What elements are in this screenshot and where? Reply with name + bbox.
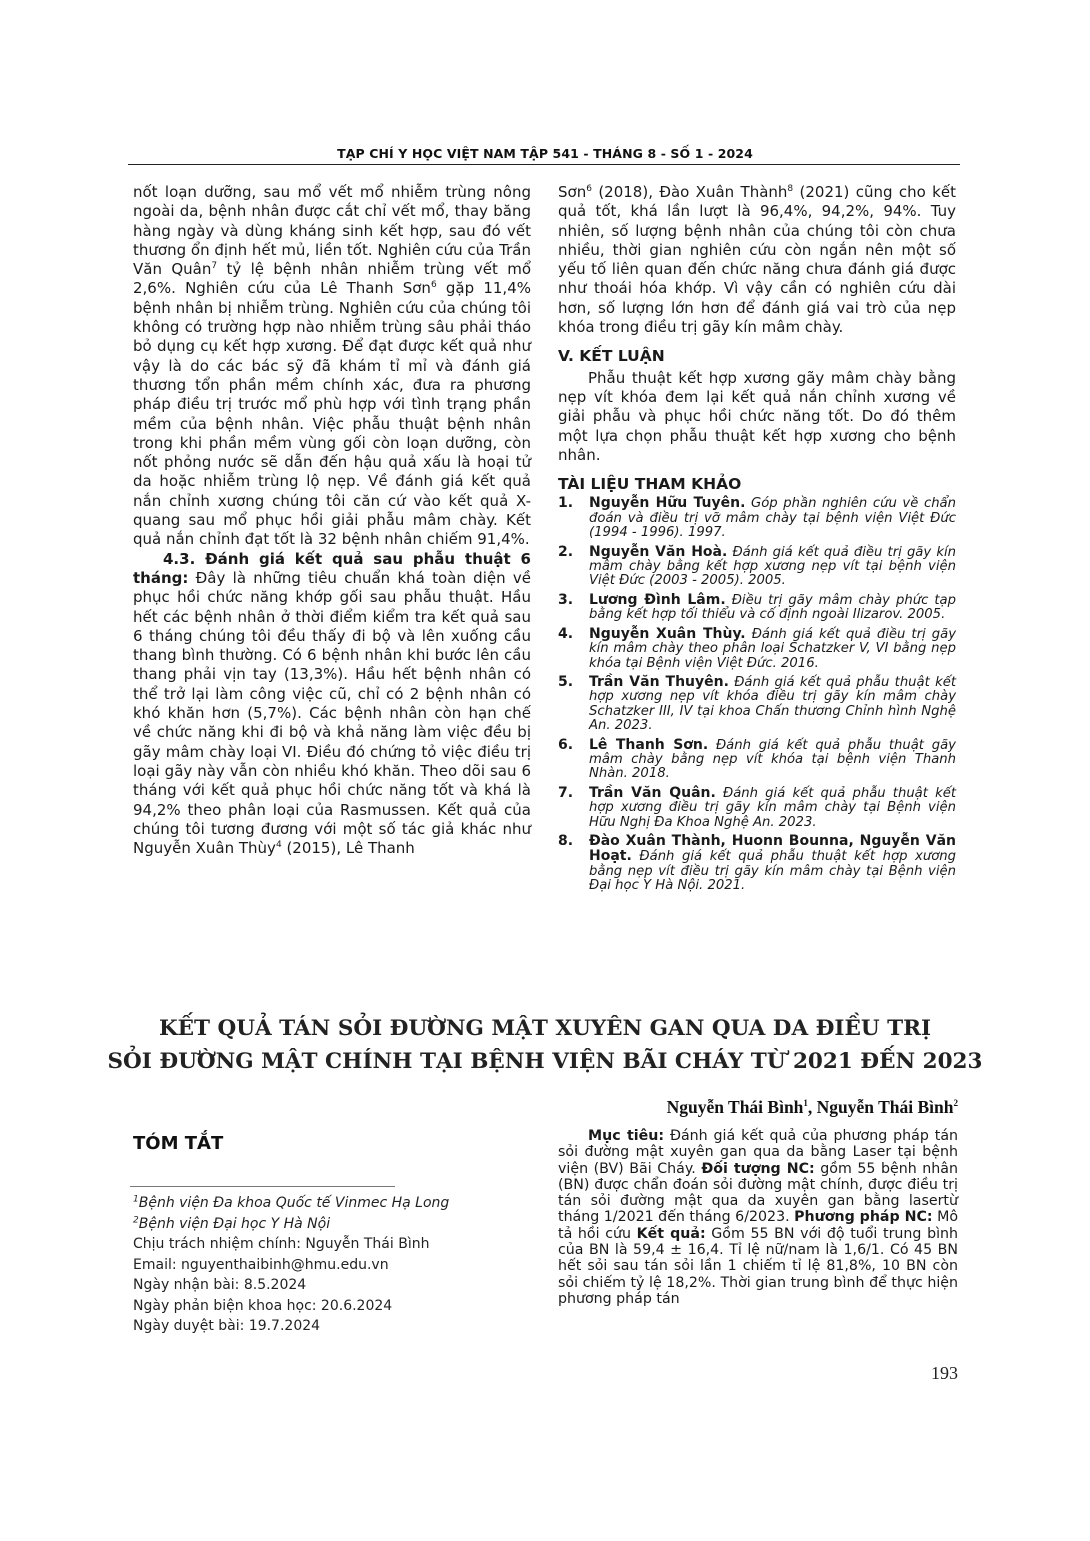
left-column — [133, 183, 531, 858]
conclusion-heading: V. KẾT LUẬN — [558, 347, 665, 366]
article-title-line-1: KẾT QUẢ TÁN SỎI ĐƯỜNG MẬT XUYÊN GAN QUA DA ĐIỀU TRỊ — [158, 1016, 932, 1041]
reference-list — [558, 496, 956, 893]
abstract-paragraph: Mục tiêu: Đánh giá kết quả của phương pháp tán sỏi đường mật xuyên gan qua da bằng Laser tại bệnh viện (BV) Bãi Cháy. Đối tượng NC: gồm 55 bệnh nhân (BN) được chẩn đoán sỏi đường mật chính, được điều trị tán sỏi đường mật qua da xuyên gan bằng lasertừ tháng 1/2021 đến tháng 6/2023. Phương pháp NC: Mô tả hồi cứu Kết quả: Gồm 55 BN với độ tuổi trung bình của BN là 59,4 ± 16,4. Tỉ lệ nữ/nam là 1,6/1. Có 45 BN hết sỏi sau tán sỏi lần 1 chiếm tỉ lệ 81,8%, 10 BN còn sỏi chiếm tỷ lệ 18,2%. Thời gian trung bình để thực hiện phương pháp tán — [558, 1128, 959, 1307]
abstract-body — [558, 1128, 958, 1307]
reference-item: 3. Lương Đình Lâm. Điều trị gãy mâm chày phức tạp bằng kết hợp tối thiểu và cố định ngoài Ilizarov. 2005. — [558, 591, 956, 623]
affiliation-1: $^1$Bệnh viện Đa khoa Quốc tế Vinmec Hạ Long — [133, 1194, 450, 1211]
right-paragraph-continued: Sơn$^6$ (2018), Đào Xuân Thành$^8$ (2021) cũng cho kết quả tốt, khá lần lượt là 96,4%, 94,2%, 94%. Tuy nhiên, số lượng bệnh nhân của chúng tôi còn chưa nhiều, thời gian nghiên cứu còn ngắn nên một số yếu tố liên quan đến chức năng chưa đánh giá được như thoái hóa khớp. Vì vậy cần có nghiên cứu dài hơn, số lượng lớn hơn để đánh giá vai trò của nẹp khóa trong điều trị gãy kín mâm chày. — [558, 183, 956, 337]
email: Email: nguyenthaibinh@hmu.edu.vn — [133, 1256, 389, 1273]
date-reviewed: Ngày phản biện khoa học: 20.6.2024 — [133, 1297, 393, 1314]
footnote-rule — [130, 1186, 395, 1187]
date-received: Ngày nhận bài: 8.5.2024 — [133, 1277, 307, 1293]
reference-item: 1. Nguyễn Hữu Tuyên. Góp phần nghiên cứu về chẩn đoán và điều trị vỡ mâm chày tại bệnh viện Việt Đức (1994 - 1996). 1997. — [558, 495, 957, 541]
reference-item: 2. Nguyễn Văn Hoà. Đánh giá kết quả điều trị gãy kín mâm chày bằng kết hợp xương nẹp vít tại bệnh viện Việt Đức (2003 - 2005). 2005. — [558, 543, 956, 589]
references-heading: TÀI LIỆU THAM KHẢO — [558, 475, 742, 494]
page-number: 193 — [931, 1363, 958, 1383]
corresponding-author: Chịu trách nhiệm chính: Nguyễn Thái Bình — [133, 1236, 430, 1252]
affiliation-2: $^2$Bệnh viện Đại học Y Hà Nội — [133, 1214, 331, 1232]
article-title-line-2: SỎI ĐƯỜNG MẬT CHÍNH TẠI BỆNH VIỆN BÃI CHÁY TỪ 2021 ĐẾN 2023 — [107, 1049, 983, 1074]
reference-item: 4. Nguyễn Xuân Thùy. Đánh giá kết quả điều trị gãy kín mâm chày theo phân loại Schatzker V, VI bằng nẹp khóa tại Bệnh viện Việt Đức. 2016. — [558, 625, 957, 671]
reference-item: 5. Trần Văn Thuyên. Đánh giá kết quả phẫu thuật kết hợp xương nẹp vít khóa điều trị gãy kín mâm chày Schatzker III, IV tại khoa Chấn thương Chỉnh hình Nghệ An. 2023. — [558, 673, 956, 734]
reference-item: 8. Đào Xuân Thành, Huonn Bounna, Nguyễn Văn Hoạt. Đánh giá kết quả phẫu thuật kết hợp xương bằng nẹp vít điều trị gãy kín mâm chày tại Bệnh viện Đại học Y Hà Nội. 2021. — [558, 832, 956, 894]
reference-item: 7. Trần Văn Quân. Đánh giá kết quả phẫu thuật kết hợp xương điều trị gãy kín mâm chày tại Bệnh viện Hữu Nghị Đa Khoa Nghệ An. 2023. — [558, 784, 957, 830]
affiliation-footnotes — [133, 1193, 533, 1337]
header-rule — [128, 164, 960, 165]
conclusion-text: Phẫu thuật kết hợp xương gãy mâm chày bằng nẹp vít khóa đem lại kết quả nắn chỉnh xương về giải phẫu và phục hồi chức năng tốt. Do đó thêm một lựa chọn phẫu thuật kết hợp xương cho bệnh nhân. — [558, 368, 956, 464]
section-4-3-heading: 4.3. Đánh giá kết quả sau phẫu thuật 6 tháng: — [133, 549, 531, 587]
journal-header: TẠP CHÍ Y HỌC VIỆT NAM TẬP 541 - THÁNG 8 - SỐ 1 - 2024 — [337, 146, 753, 161]
abstract-heading: TÓM TẮT — [133, 1133, 224, 1154]
article-authors: Nguyễn Thái Bình$^1$, Nguyễn Thái Bình$^2$ — [666, 1097, 958, 1117]
left-paragraph-1: nốt loạn dưỡng, sau mổ vết mổ nhiễm trùng nông ngoài da, bệnh nhân được cắt chỉ vết mổ, thay băng hàng ngày và dùng kháng sinh kết hợp, sau đó vết thương ổn định hết mủ, liền tốt. Nghiên cứu của Trần Văn Quân$^7$ tỷ lệ bệnh nhân nhiễm trùng vết mổ 2,6%. Nghiên cứu của Lê Thanh Sơn$^6$ gặp 11,4% bệnh nhân bị nhiễm trùng. Nghiên cứu của chúng tôi không có trường hợp nào nhiễm trùng sâu phải tháo bỏ dụng cụ kết hợp xương. Để đạt được kết quả như vậy là do các bác sỹ đã khám tỉ mỉ và đánh giá thương tổn phần mềm chính xác, đưa ra phương pháp điều trị trước mổ phù hợp với tình trạng phần mềm của bệnh nhân. Việc phẫu thuật bệnh nhân trong khi phần mềm vùng gối còn loạn dưỡng, còn nốt phỏng nước sẽ dẫn đến hậu quả xấu là hoại tử da hoặc nhiễm trùng lộ nẹp. Về đánh giá kết quả nắn chỉnh xương chúng tôi căn cứ vào kết quả X-quang sau mổ phục hồi giải phẫu mâm chày. Kết quả nắn chỉnh đạt tốt là 32 bệnh nhân chiếm 91,4%. — [133, 183, 531, 549]
reference-item: 6. Lê Thanh Sơn. Đánh giá kết quả phẫu thuật gãy mâm chày bằng nẹp vít khóa tại bệnh viện Thanh Nhàn. 2018. — [558, 736, 956, 782]
left-paragraph-2: 4.3. Đánh giá kết quả sau phẫu thuật 6 tháng: Đây là những tiêu chuẩn khá toàn diện về phục hồi chức năng khớp gối sau phẫu thuật. Hầu hết các bệnh nhân ở thời điểm kiểm tra kết quả sau 6 tháng chúng tôi đều thấy đi bộ và lên xuống cầu thang bình thường. Có 6 bệnh nhân khi bước lên cầu thang phải vịn tay (13,3%). Hầu hết bệnh nhân có thể trở lại làm công việc cũ, chỉ có 2 bệnh nhân có khó khăn hơn (5,7%). Các bệnh nhân còn hạn chế về chức năng khi đi bộ và khả năng làm việc đều bị gãy mâm chày loại VI. Điều đó chứng tỏ việc điều trị loại gãy này vẫn còn nhiều khó khăn. Theo dõi sau 6 tháng với kết quả phục hồi chức năng tốt và khá là 94,2% theo phân loại của Rasmussen. Kết quả của chúng tôi tương đương với một số tác giả khác như Nguyễn Xuân Thùy$^4$ (2015), Lê Thanh — [133, 549, 531, 858]
date-approved: Ngày duyệt bài: 19.7.2024 — [133, 1318, 321, 1334]
right-column — [558, 183, 956, 898]
article-title — [100, 1012, 990, 1078]
